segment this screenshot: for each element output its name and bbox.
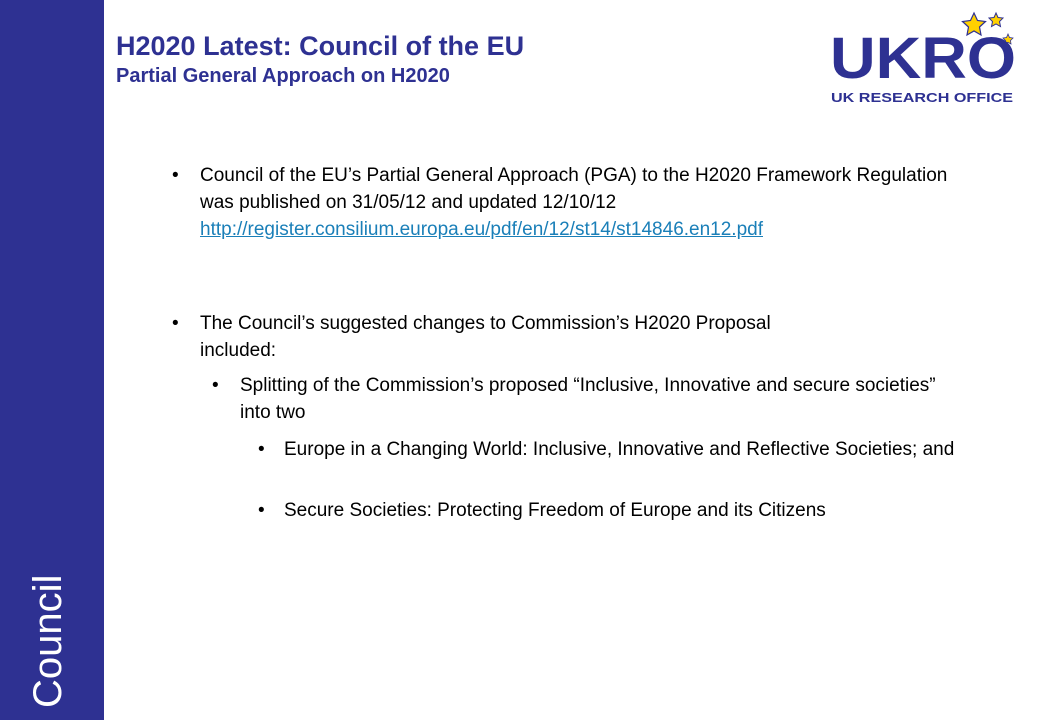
bullet-text: Splitting of the Commission’s proposed “Inclusive, Innovative and secure societies” into two (240, 375, 936, 423)
list-item (172, 162, 972, 243)
page-title: H2020 Latest: Council of the EU (116, 31, 525, 61)
list-item (172, 310, 972, 364)
bullet-text: Council of the EU’s Partial General Approach (PGA) to the H2020 Framework Regulation was published on 31/05/12 and updated 12/10/12 (200, 165, 948, 213)
logo-wordmark: UKRO (830, 26, 1016, 91)
bullet-icon: • (172, 165, 179, 186)
bullet-icon: • (172, 313, 179, 334)
list-item (212, 372, 942, 426)
bullet-icon: • (258, 500, 265, 521)
list-item (258, 436, 978, 463)
sidebar-label: Council (26, 574, 70, 708)
logo-tagline: UK RESEARCH OFFICE (831, 90, 1014, 105)
bullet-text: Europe in a Changing World: Inclusive, Innovative and Reflective Societies; and (284, 439, 955, 460)
list-item (258, 497, 998, 524)
page-subtitle: Partial General Approach on H2020 (116, 65, 450, 87)
pga-document-link[interactable]: http://register.consilium.europa.eu/pdf/en/12/st14/st14846.en12.pdf (200, 219, 763, 240)
bullet-icon: • (212, 375, 219, 396)
bullet-text: The Council’s suggested changes to Commission’s H2020 Proposal included: (200, 313, 771, 361)
bullet-icon: • (258, 439, 265, 460)
bullet-text: Secure Societies: Protecting Freedom of Europe and its Citizens (284, 500, 826, 521)
